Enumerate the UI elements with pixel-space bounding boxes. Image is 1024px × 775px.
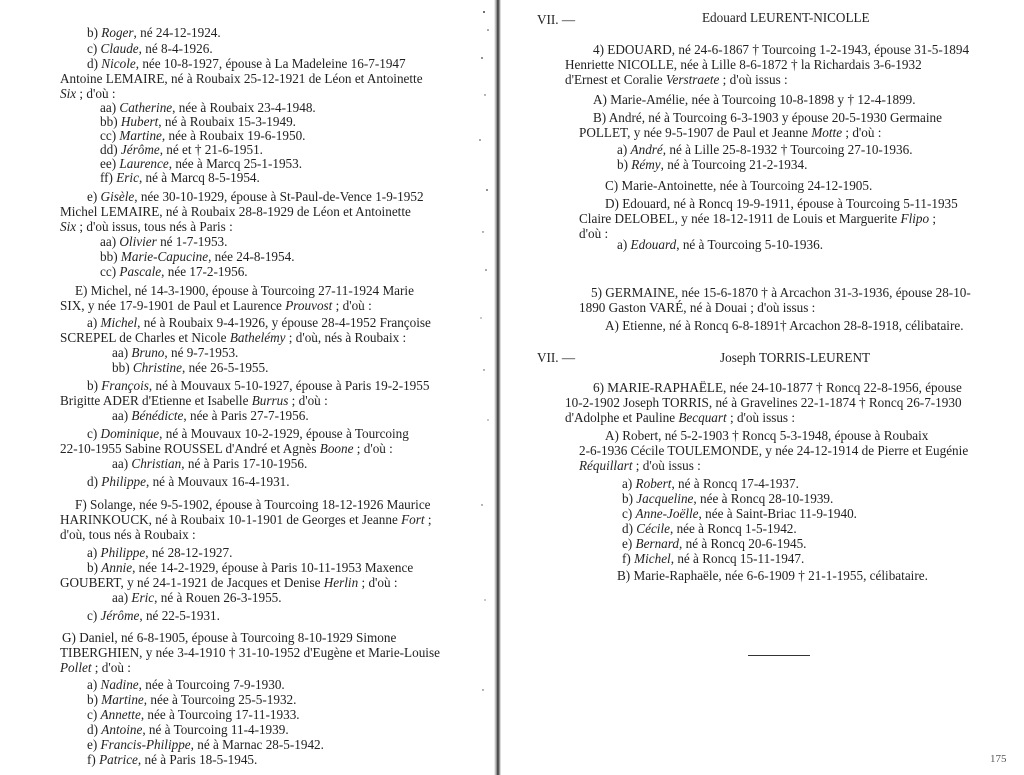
text-line: A) Marie-Amélie, née à Tourcoing 10-8-1898 y † 12-4-1899. — [593, 92, 916, 107]
text-line: f) Patrice, né à Paris 18-5-1945. — [87, 752, 258, 767]
text-line: E) Michel, né 14-3-1900, épouse à Tourcoing 27-11-1924 Marie — [75, 283, 414, 298]
text-line: e) Bernard, né à Roncq 20-6-1945. — [622, 536, 807, 551]
text-line: f) Michel, né à Roncq 15-11-1947. — [622, 551, 805, 566]
text-line: Antoine LEMAIRE, né à Roubaix 25-12-1921 de Léon et Antoinette — [60, 71, 423, 86]
text-line: Claire DELOBEL, y née 18-12-1911 de Louis et Marguerite Flipo ; — [579, 211, 937, 226]
text-line: Michel LEMAIRE, né à Roubaix 28-8-1929 de Léon et Antoinette — [60, 204, 411, 219]
text-line: GOUBERT, y né 24-1-1921 de Jacques et Denise Herlin ; d'où : — [60, 575, 398, 590]
text-line: SIX, y née 17-9-1901 de Paul et Laurence Prouvost ; d'où : — [60, 298, 372, 313]
text-line: b) François, né à Mouvaux 5-10-1927, épouse à Paris 19-2-1955 — [87, 378, 430, 393]
text-line: 22-10-1955 Sabine ROUSSEL d'André et Agnès Boone ; d'où : — [60, 441, 393, 456]
text-line: c) Claude, né 8-4-1926. — [87, 41, 213, 56]
section-title: Joseph TORRIS-LEURENT — [720, 350, 871, 365]
text-line: D) Edouard, né à Roncq 19-9-1911, épouse à Tourcoing 5-11-1935 — [605, 196, 958, 211]
text-line: aa) Olivier né 1-7-1953. — [100, 234, 228, 249]
text-line: d) Antoine, né à Tourcoing 11-4-1939. — [87, 722, 289, 737]
text-line: a) Philippe, né 28-12-1927. — [87, 545, 233, 560]
text-line: A) Etienne, né à Roncq 6-8-1891† Arcachon 28-8-1918, célibataire. — [605, 318, 964, 333]
text-line: c) Jérôme, né 22-5-1931. — [87, 608, 220, 623]
text-line: b) Martine, née à Tourcoing 25-5-1932. — [87, 692, 297, 707]
text-line: bb) Hubert, né à Roubaix 15-3-1949. — [100, 114, 296, 129]
text-line: a) André, né à Lille 25-8-1932 † Tourcoing 27-10-1936. — [617, 142, 913, 157]
text-line: a) Edouard, né à Tourcoing 5-10-1936. — [617, 237, 824, 252]
text-line: 1890 Gaston VARÉ, né à Douai ; d'où issus : — [579, 300, 816, 315]
text-line: 2-6-1936 Cécile TOULEMONDE, y née 24-12-1914 de Pierre et Eugénie — [579, 443, 969, 458]
text-line: e) Francis-Philippe, né à Marnac 28-5-1942. — [87, 737, 324, 752]
text-line: G) Daniel, né 6-8-1905, épouse à Tourcoing 8-10-1929 Simone — [62, 630, 397, 645]
text-line: 5) GERMAINE, née 15-6-1870 † à Arcachon 31-3-1936, épouse 28-10- — [591, 285, 971, 300]
text-line: aa) Catherine, née à Roubaix 23-4-1948. — [100, 100, 316, 115]
text-line: d'où : — [579, 226, 609, 241]
text-line: Six ; d'où : — [60, 86, 116, 101]
text-line: 6) MARIE-RAPHAËLE, née 24-10-1877 † Roncq 22-8-1956, épouse — [593, 380, 962, 395]
text-line: a) Robert, né à Roncq 17-4-1937. — [622, 476, 799, 491]
text-line: d'où, tous nés à Roubaix : — [60, 527, 196, 542]
text-line: ee) Laurence, née à Marcq 25-1-1953. — [100, 156, 303, 171]
text-line: HARINKOUCK, né à Roubaix 10-1-1901 de Georges et Jeanne Fort ; — [60, 512, 432, 527]
text-line: ff) Eric, né à Marcq 8-5-1954. — [100, 170, 260, 185]
page-number: 175 — [990, 753, 1007, 765]
text-line: B) Marie-Raphaële, née 6-6-1909 † 21-1-1955, célibataire. — [617, 568, 928, 583]
text-line: a) Michel, né à Roubaix 9-4-1926, y épouse 28-4-1952 Françoise — [87, 315, 431, 330]
section-number: VII. — — [537, 350, 576, 365]
text-line: d) Cécile, née à Roncq 1-5-1942. — [622, 521, 797, 536]
text-line: b) Rémy, né à Tourcoing 21-2-1934. — [617, 157, 808, 172]
text-line: aa) Bruno, né 9-7-1953. — [112, 345, 239, 360]
text-line: aa) Eric, né à Rouen 26-3-1955. — [112, 590, 282, 605]
text-line: c) Dominique, né à Mouvaux 10-2-1929, épouse à Tourcoing — [87, 426, 409, 441]
text-line: bb) Christine, née 26-5-1955. — [112, 360, 269, 375]
text-line: POLLET, y née 9-5-1907 de Paul et Jeanne Motte ; d'où : — [579, 125, 882, 140]
text-line: SCREPEL de Charles et Nicole Bathelémy ; d'où, nés à Roubaix : — [60, 330, 407, 345]
end-rule — [748, 655, 810, 656]
text-line: bb) Marie-Capucine, née 24-8-1954. — [100, 249, 295, 264]
right-page — [505, 0, 1024, 775]
text-line: Brigitte ADER d'Etienne et Isabelle Burrus ; d'où : — [60, 393, 328, 408]
text-line: d'Ernest et Coralie Verstraete ; d'où issus : — [565, 72, 788, 87]
text-line: A) Robert, né 5-2-1903 † Roncq 5-3-1948, épouse à Roubaix — [605, 428, 929, 443]
text-line: Réquillart ; d'où issus : — [579, 458, 701, 473]
text-line: B) André, né à Tourcoing 6-3-1903 y épouse 20-5-1930 Germaine — [593, 110, 942, 125]
text-line: Six ; d'où issus, tous nés à Paris : — [60, 219, 233, 234]
text-line: c) Anne-Joëlle, née à Saint-Briac 11-9-1940. — [622, 506, 857, 521]
text-line: 4) EDOUARD, né 24-6-1867 † Tourcoing 1-2-1943, épouse 31-5-1894 — [593, 42, 970, 57]
text-line: F) Solange, née 9-5-1902, épouse à Tourcoing 18-12-1926 Maurice — [75, 497, 431, 512]
left-page — [0, 0, 490, 775]
text-line: TIBERGHIEN, y née 3-4-1910 † 31-10-1952 d'Eugène et Marie-Louise — [60, 645, 440, 660]
text-line: C) Marie-Antoinette, née à Tourcoing 24-12-1905. — [605, 178, 873, 193]
text-line: d'Adolphe et Pauline Becquart ; d'où issus : — [565, 410, 796, 425]
text-line: cc) Martine, née à Roubaix 19-6-1950. — [100, 128, 306, 143]
section-title: Edouard LEURENT-NICOLLE — [702, 10, 870, 25]
text-line: 10-2-1902 Joseph TORRIS, né à Gravelines 22-1-1874 † Roncq 26-7-1930 — [565, 395, 962, 410]
text-line: b) Roger, né 24-12-1924. — [87, 25, 221, 40]
text-line: Henriette NICOLLE, née à Lille 8-6-1872 † la Richardais 3-6-1932 — [565, 57, 922, 72]
text-line: c) Annette, née à Tourcoing 17-11-1933. — [87, 707, 300, 722]
text-line: d) Philippe, né à Mouvaux 16-4-1931. — [87, 474, 290, 489]
text-line: b) Annie, née 14-2-1929, épouse à Paris 10-11-1953 Maxence — [87, 560, 414, 575]
text-line: d) Nicole, née 10-8-1927, épouse à La Madeleine 16-7-1947 — [87, 56, 406, 71]
text-line: aa) Bénédicte, née à Paris 27-7-1956. — [112, 408, 309, 423]
text-line: cc) Pascale, née 17-2-1956. — [100, 264, 248, 279]
text-line: e) Gisèle, née 30-10-1929, épouse à St-Paul-de-Vence 1-9-1952 — [87, 189, 424, 204]
section-number: VII. — — [537, 12, 576, 27]
text-line: a) Nadine, née à Tourcoing 7-9-1930. — [87, 677, 285, 692]
text-line: aa) Christian, né à Paris 17-10-1956. — [112, 456, 308, 471]
text-line: b) Jacqueline, née à Roncq 28-10-1939. — [622, 491, 834, 506]
text-line: Pollet ; d'où : — [60, 660, 131, 675]
text-line: dd) Jérôme, né et † 21-6-1951. — [100, 142, 263, 157]
